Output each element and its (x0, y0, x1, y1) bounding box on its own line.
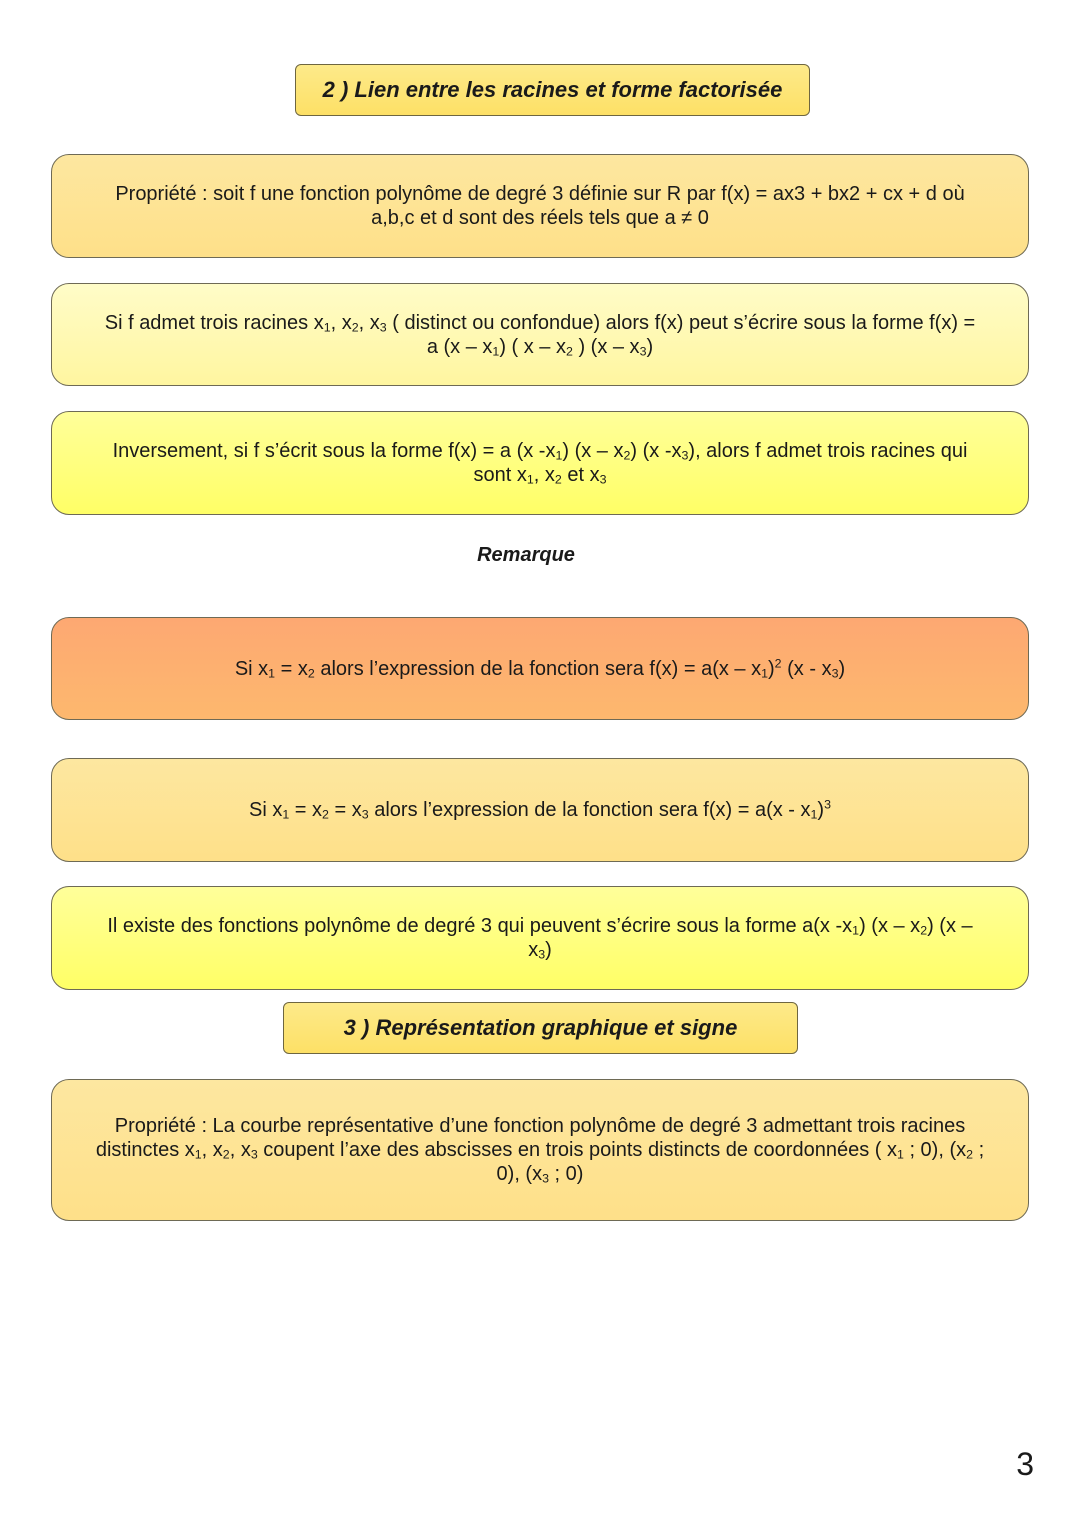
graph-property-card (51, 1079, 1029, 1221)
graph-property-text: Propriété : La courbe représentative d’une fonction polynôme de degré 3 admettant trois racines distinctes $x_1$, $x_2$, $x_3$ coupent l’axe des abscisses en trois points distincts de coordonnées ( $x_1$ ; 0), ($x_2$ ; 0), ($x_3$ ; 0) (95, 1115, 985, 1186)
double-root-card (51, 617, 1029, 720)
existence-card (51, 886, 1029, 990)
section-2-title-text: 2 ) Lien entre les racines et forme factorisée (322, 77, 783, 102)
remark-heading: Remarque (477, 544, 575, 566)
factorized-form-text: Si f admet trois racines $x_1$, $x_2$, $x_3$ ( distinct ou confondue) alors f(x) peut s’écrire sous la forme f(x) = a $(x - x_1)$ ( x – $x_2$ ) $(x - x_3)$ (104, 311, 976, 358)
triple-root-text: Si $x_1 = x_2 = x_3$ alors l’expression de la fonction sera $f(x) = a(x - x_1)^3$ (249, 797, 831, 822)
triple-root-card (51, 758, 1029, 862)
double-root-text: Si $x_1 = x_2$ alors l’expression de la fonction sera $f(x) = a(x - x_1)^2$ $(x - x_3)$ (234, 656, 846, 680)
section-3-title-text: 3 ) Représentation graphique et signe (343, 1015, 738, 1040)
converse-card (51, 411, 1029, 515)
page-number: 3 (1016, 1446, 1034, 1482)
property-text: Propriété : soit f une fonction polynôme de degré 3 définie sur R par f(x) = ax3 + bx2 + cx + d où a,b,c et d sont des réels tels que a ≠ 0 (115, 183, 965, 229)
section-2-title (295, 64, 810, 116)
existence-text: Il existe des fonctions polynôme de degré 3 qui peuvent s’écrire sous la forme a(x $-x_1$) $(x - x_2)$ (x – $x_3$) (107, 915, 973, 962)
converse-text: Inversement, si f s’écrit sous la forme f(x) = a (x $-x_1$) $(x - x_2)$ (x $-x_3$), alors f admet trois racines qui sont $x_1$, $x_2$ et $x_3$ (112, 440, 968, 487)
section-3-title (283, 1002, 798, 1054)
property-card (51, 154, 1029, 258)
factorized-form-card (51, 283, 1029, 386)
